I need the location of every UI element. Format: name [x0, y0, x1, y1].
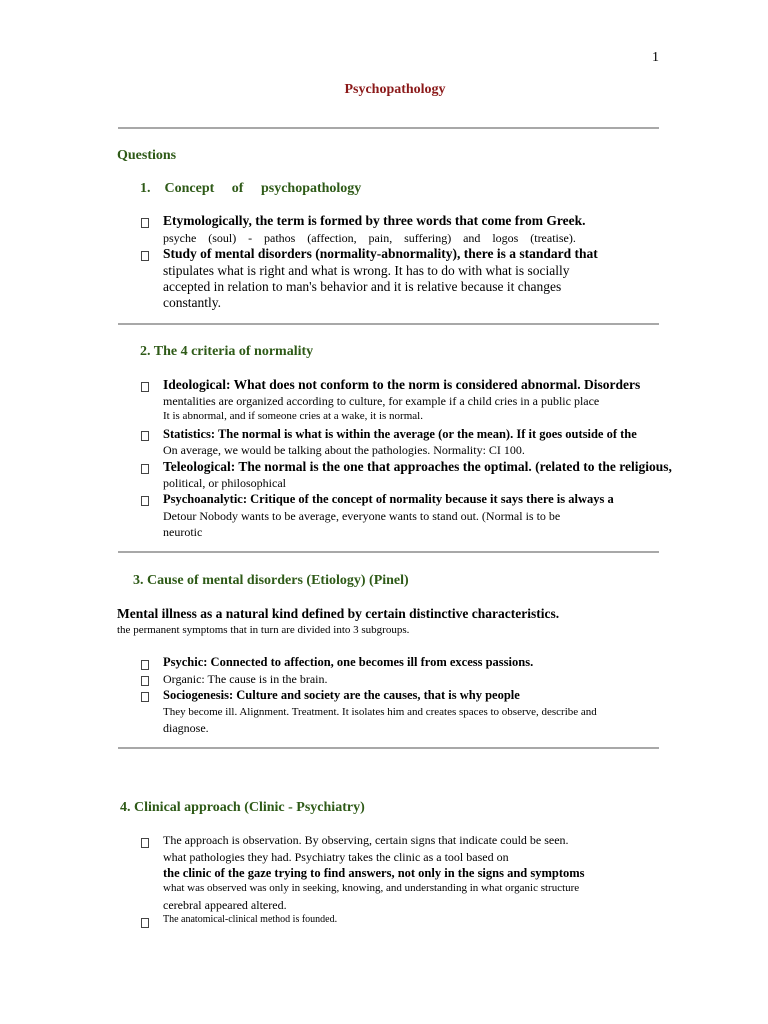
- bullet-icon: [140, 249, 150, 260]
- s3-bullet3-line2: diagnose.: [163, 721, 209, 735]
- divider: [118, 747, 659, 749]
- s2-bullet3-line1: political, or philosophical: [163, 476, 286, 490]
- s1-bullet2-line3: constantly.: [163, 295, 221, 310]
- s3-bullet2: Organic: The cause is in the brain.: [163, 672, 328, 686]
- section1-heading: 1. Concept of psychopathology: [140, 181, 362, 196]
- divider: [118, 127, 659, 129]
- s2-bullet4-line1: Detour Nobody wants to be average, everyone wants to stand out. (Normal is to be: [163, 509, 561, 523]
- section2-heading: 2. The 4 criteria of normality: [140, 344, 314, 359]
- s2-bullet4-line2: neurotic: [163, 525, 203, 539]
- s1-bullet1-line: psyche (soul) - pathos (affection, pain, suffering) and logos (treatise).: [163, 231, 576, 245]
- section3-heading: 3. Cause of mental disorders (Etiology) (Pinel): [133, 573, 409, 588]
- s4-bullet2: The anatomical-clinical method is founded.: [163, 914, 338, 925]
- s3-intro-line: the permanent symptoms that in turn are divided into 3 subgroups.: [117, 624, 410, 636]
- page-number: 1: [652, 50, 659, 65]
- bullet-icon: [140, 429, 150, 440]
- s3-bullet3-line1: They become ill. Alignment. Treatment. It isolates him and creates spaces to observe, describe and: [163, 706, 597, 718]
- s3-bullet3-lead: Sociogenesis: Culture and society are the causes, that is why people: [163, 688, 520, 702]
- s2-bullet2-lead: Statistics: The normal is what is within the average (or the mean). If it goes outside of the: [163, 427, 637, 441]
- s4-bullet1-line2: the clinic of the gaze trying to find answers, not only in the signs and symptoms: [163, 866, 585, 880]
- bullet-icon: [140, 916, 150, 927]
- s3-bullet1: Psychic: Connected to affection, one becomes ill from excess passions.: [163, 655, 534, 669]
- s4-bullet1-lead: The approach is observation. By observing, certain signs that indicate could be seen.: [163, 833, 569, 847]
- s3-intro-bold: Mental illness as a natural kind defined by certain distinctive characteristics.: [117, 606, 560, 621]
- s1-bullet2-lead: Study of mental disorders (normality-abnormality), there is a standard that: [163, 246, 598, 261]
- s1-bullet2-line1: stipulates what is right and what is wrong. It has to do with what is socially: [163, 263, 570, 278]
- bullet-icon: [140, 380, 150, 391]
- bullet-icon: [140, 836, 150, 847]
- bullet-icon: [140, 216, 150, 227]
- bullet-icon: [140, 674, 150, 685]
- bullet-icon: [140, 658, 150, 669]
- s2-bullet1-line2: It is abnormal, and if someone cries at a wake, it is normal.: [163, 410, 423, 422]
- s2-bullet3-lead: Teleological: The normal is the one that approaches the optimal. (related to the religious,: [163, 459, 672, 474]
- divider: [118, 551, 659, 553]
- s2-bullet2-line1: On average, we would be talking about the pathologies. Normality: CI 100.: [163, 443, 525, 457]
- s2-bullet1-line1: mentalities are organized according to culture, for example if a child cries in a public place: [163, 394, 600, 408]
- questions-heading: Questions: [117, 148, 177, 163]
- bullet-icon: [140, 690, 150, 701]
- s4-bullet1-line4: cerebral appeared altered.: [163, 898, 287, 912]
- s4-bullet1-line1: what pathologies they had. Psychiatry takes the clinic as a tool based on: [163, 850, 509, 864]
- s2-bullet4-lead: Psychoanalytic: Critique of the concept of normality because it says there is always a: [163, 492, 614, 506]
- s1-bullet2-line2: accepted in relation to man's behavior and it is relative because it changes: [163, 279, 562, 294]
- section4-heading: 4. Clinical approach (Clinic - Psychiatry): [120, 800, 365, 815]
- s4-bullet1-line3: what was observed was only in seeking, knowing, and understanding in what organic structure: [163, 882, 580, 894]
- s1-bullet1-lead: Etymologically, the term is formed by three words that come from Greek.: [163, 213, 586, 228]
- bullet-icon: [140, 494, 150, 505]
- bullet-icon: [140, 462, 150, 473]
- document-title: Psychopathology: [344, 82, 446, 97]
- divider: [118, 323, 659, 325]
- s2-bullet1-lead: Ideological: What does not conform to the norm is considered abnormal. Disorders: [163, 377, 641, 392]
